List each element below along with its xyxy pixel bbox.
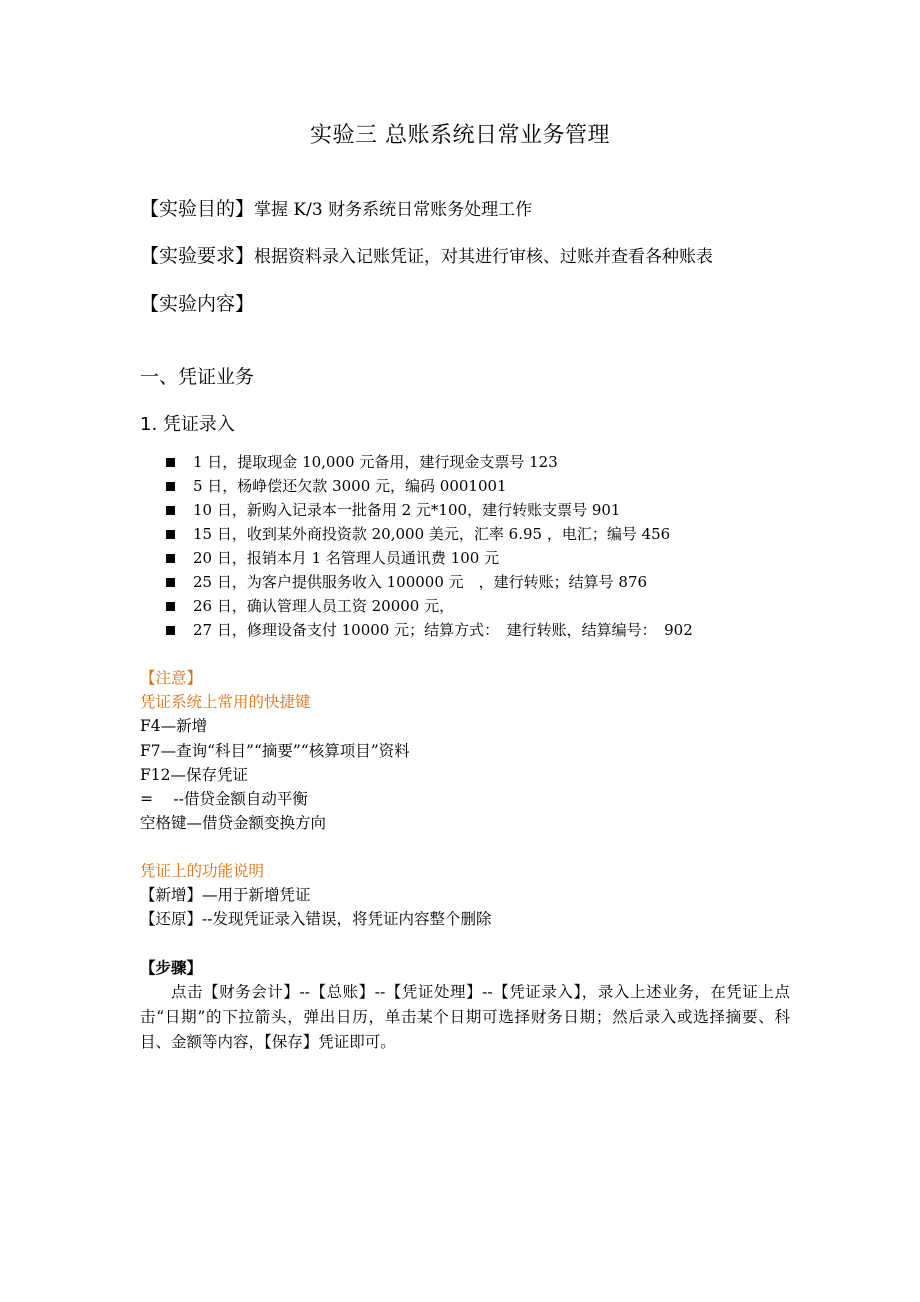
list-item-text: 10 日，新购入记录本一批备用 2 元*100，建行转账支票号 901 <box>193 501 621 519</box>
requirement-line <box>140 242 713 271</box>
list-item <box>166 594 693 618</box>
square-bullet-icon <box>166 506 175 515</box>
page-title: 实验三 总账系统日常业务管理 <box>310 123 610 148</box>
square-bullet-icon <box>166 458 175 467</box>
square-bullet-icon <box>166 602 175 611</box>
list-item <box>166 474 693 498</box>
shortcuts-heading: 凭证系统上常用的快捷键 <box>140 693 311 712</box>
requirement-text: 根据资料录入记账凭证，对其进行审核、过账并查看各种账表 <box>254 247 714 267</box>
shortcut-item: F12—保存凭证 <box>140 765 248 784</box>
notes-heading: 【注意】 <box>140 669 203 687</box>
square-bullet-icon <box>166 530 175 539</box>
square-bullet-icon <box>166 554 175 563</box>
objective-text: 掌握 K/3 财务系统日常账务处理工作 <box>254 200 533 220</box>
list-item <box>166 570 693 594</box>
list-item-text: 27 日，修理设备支付 10000 元；结算方式： 建行转账，结算编号： 902 <box>193 621 693 639</box>
list-item <box>166 618 693 642</box>
list-item <box>166 498 693 522</box>
objective-label: 【实验目的】 <box>140 198 255 220</box>
list-item <box>166 450 693 474</box>
steps-section <box>140 955 790 1055</box>
objective-line <box>140 195 532 224</box>
content-label-line <box>140 290 254 319</box>
shortcut-item: = --借贷金额自动平衡 <box>140 789 308 808</box>
steps-heading: 【步骤】 <box>140 958 203 977</box>
content-label: 【实验内容】 <box>140 293 255 315</box>
transaction-list <box>166 450 693 642</box>
square-bullet-icon <box>166 482 175 491</box>
section-heading: 一、凭证业务 <box>140 366 255 388</box>
list-item-text: 1 日，提取现金 10,000 元备用，建行现金支票号 123 <box>193 453 558 471</box>
list-item-text: 20 日，报销本月 1 名管理人员通讯费 100 元 <box>193 549 500 567</box>
shortcut-item: F7—查询“科目”“摘要”“核算项目”资料 <box>140 741 410 760</box>
shortcut-item: 空格键—借贷金额变换方向 <box>140 814 327 833</box>
function-item: 【新增】—用于新增凭证 <box>140 886 311 905</box>
square-bullet-icon <box>166 578 175 587</box>
function-item: 【还原】--发现凭证录入错误，将凭证内容整个删除 <box>140 910 492 929</box>
requirement-label: 【实验要求】 <box>140 245 255 267</box>
shortcut-item: F4—新增 <box>140 717 208 736</box>
list-item-text: 5 日，杨峥偿还欠款 3000 元，编码 0001001 <box>193 477 507 495</box>
steps-text: 点击【财务会计】--【总账】--【凭证处理】--【凭证录入】，录入上述业务，在凭证上点击“日期”的下拉箭头，弹出日历，单击某个日期可选择财务日期；然后录入或选择摘要、科目、金额等内容，【保存】凭证即可。 <box>140 983 790 1051</box>
function-notes <box>140 859 491 932</box>
list-item <box>166 546 693 570</box>
list-item <box>166 522 693 546</box>
list-item-text: 15 日，收到某外商投资款 20,000 美元，汇率 6.95 ，电汇；编号 456 <box>193 525 671 543</box>
square-bullet-icon <box>166 626 175 635</box>
functions-heading: 凭证上的功能说明 <box>140 862 265 880</box>
list-item-text: 25 日，为客户提供服务收入 100000 元 ，建行转账；结算号 876 <box>193 573 648 591</box>
list-item-text: 26 日，确认管理人员工资 20000 元， <box>193 597 455 615</box>
subsection-heading: 1. 凭证录入 <box>140 414 235 435</box>
shortcut-notes <box>140 666 410 835</box>
